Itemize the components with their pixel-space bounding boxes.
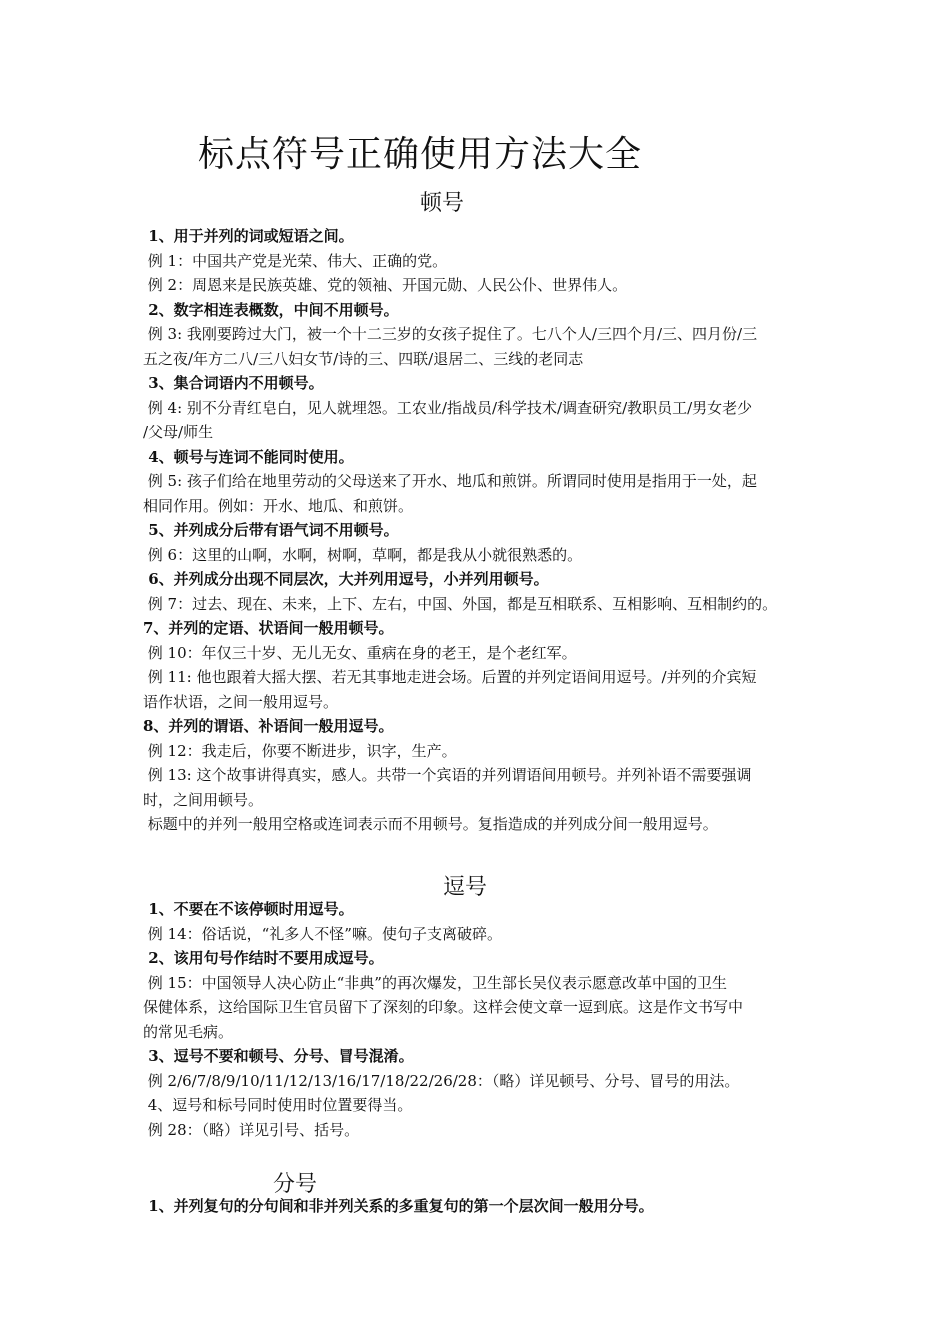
section-body-dunhao — [143, 224, 815, 837]
body-line: 例 11: 他也跟着大摇大摆、若无其事地走进会场。后置的并列定语间用逗号。/并列的介宾短 — [143, 668, 757, 686]
section-heading-douhao: 逗号 — [443, 875, 488, 900]
body-line: 例 7：过去、现在、未来，上下、左右，中国、外国，都是互相联系、互相影响、互相制约的。 — [143, 594, 778, 613]
body-line: 4、逗号和标号同时使用时位置要得当。 — [143, 1096, 413, 1114]
body-line: 例 13: 这个故事讲得真实，感人。共带一个宾语的并列谓语间用顿号。并列补语不需要强调 — [143, 766, 752, 784]
document-title: 标点符号正确使用方法大全 — [198, 134, 643, 175]
body-line: 相同作用。例如：开水、地瓜、和煎饼。 — [143, 496, 414, 515]
body-line: 时，之间用顿号。 — [143, 790, 264, 809]
rule-heading: 1、不要在不该停顿时用逗号。 — [143, 900, 354, 918]
body-line: /父母/师生 — [143, 423, 214, 441]
rule-heading: 3、集合词语内不用顿号。 — [143, 374, 324, 392]
body-line: 例 15：中国领导人决心防止“非典”的再次爆发，卫生部长吴仪表示愿意改革中国的卫生 — [143, 973, 727, 992]
body-line: 例 1：中国共产党是光荣、伟大、正确的党。 — [143, 251, 448, 270]
rule-heading: 3、逗号不要和顿号、分号、冒号混淆。 — [143, 1047, 414, 1065]
body-line: 五之夜/年方二八/三八妇女节/诗的三、四联/退居二、三线的老同志 — [143, 349, 584, 368]
rule-heading: 1、用于并列的词或短语之间。 — [143, 227, 354, 245]
body-line: 的常见毛病。 — [143, 1022, 234, 1041]
body-line: 例 10：年仅三十岁、无儿无女、重病在身的老王，是个老红军。 — [143, 643, 577, 662]
rule-heading: 2、该用句号作结时不要用成逗号。 — [143, 949, 384, 967]
section-body-douhao — [143, 897, 815, 1142]
section-body-fenhao — [143, 1194, 815, 1219]
body-line: 例 6：这里的山啊，水啊，树啊，草啊，都是我从小就很熟悉的。 — [143, 545, 583, 564]
body-line: 例 2：周恩来是民族英雄、党的领袖、开国元勋、人民公仆、世界伟人。 — [143, 276, 628, 294]
rule-heading: 8、并列的谓语、补语间一般用逗号。 — [143, 717, 394, 735]
body-line: 标题中的并列一般用空格或连词表示而不用顿号。复指造成的并列成分间一般用逗号。 — [143, 815, 718, 833]
rule-heading: 7、并列的定语、状语间一般用顿号。 — [143, 619, 394, 637]
rule-heading: 4、顿号与连词不能同时使用。 — [143, 447, 354, 466]
body-line: 例 4: 别不分青红皂白，见人就埋怨。工农业/指战员/科学技术/调查研究/教职员工/男女老少 — [143, 398, 753, 417]
section-heading-fenhao: 分号 — [273, 1172, 318, 1197]
section-heading-dunhao: 顿号 — [420, 191, 465, 216]
body-line: 例 12：我走后，你要不断进步，识字，生产。 — [143, 741, 457, 760]
rule-heading: 2、数字相连表概数，中间不用顿号。 — [143, 300, 399, 319]
body-line: 例 5: 孩子们给在地里劳动的父母送来了开水、地瓜和煎饼。所谓同时使用是指用于一处，起 — [143, 472, 757, 490]
body-line: 例 14：俗话说，“礼多人不怪”嘛。使句子支离破碎。 — [143, 924, 502, 943]
body-line: 保健体系，这给国际卫生官员留下了深刻的印象。这样会使文章一逗到底。这是作文书写中 — [143, 998, 744, 1016]
body-line: 语作状语，之间一般用逗号。 — [143, 692, 339, 711]
rule-heading: 5、并列成分后带有语气词不用顿号。 — [143, 521, 399, 539]
body-line: 例 3: 我刚要跨过大门，被一个十二三岁的女孩子捉住了。七八个人/三四个月/三、四月份/三 — [143, 325, 758, 343]
rule-heading: 1、并列复句的分句间和非并列关系的多重复句的第一个层次间一般用分号。 — [143, 1197, 654, 1215]
rule-heading: 6、并列成分出现不同层次，大并列用逗号，小并列用顿号。 — [143, 570, 549, 588]
body-line: 例 28：（略）详见引号、括号。 — [143, 1120, 360, 1139]
body-line: 例 2/6/7/8/9/10/11/12/13/16/17/18/22/26/28：（略）详见顿号、分号、冒号的用法。 — [143, 1071, 740, 1090]
